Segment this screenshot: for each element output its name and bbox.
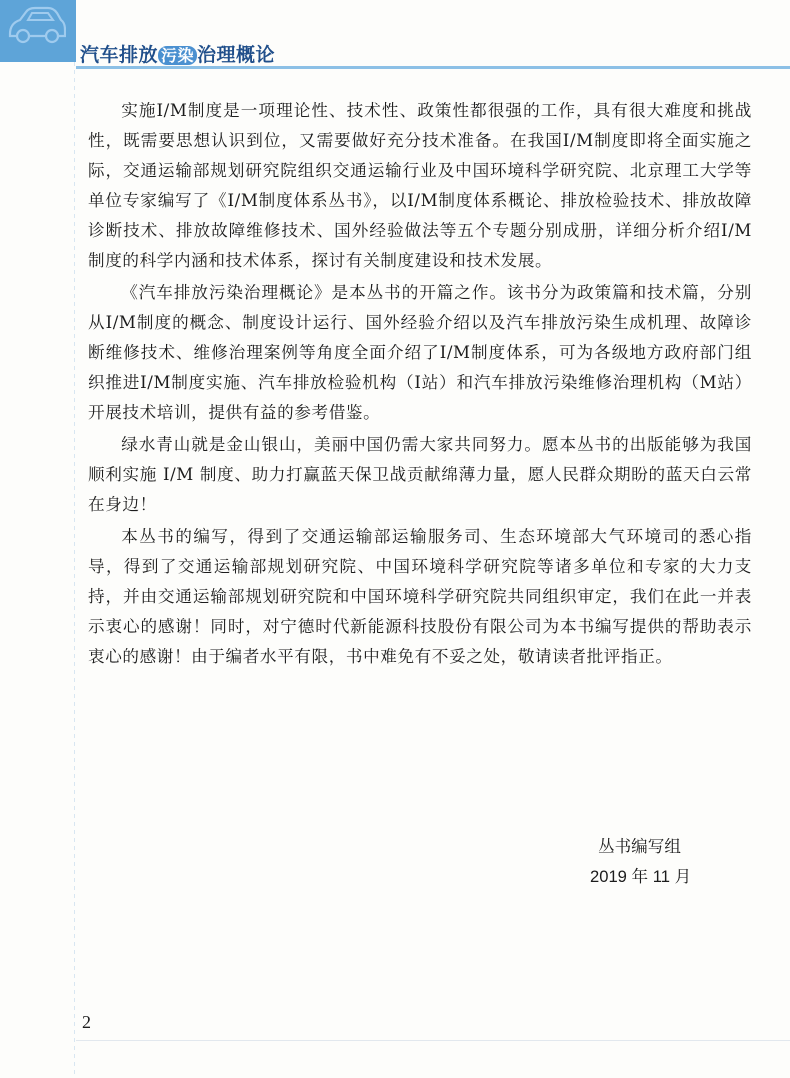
car-icon — [4, 4, 66, 44]
page-number: 2 — [82, 1012, 91, 1032]
header-rule — [76, 66, 790, 69]
title-highlight-badge: 污染 — [158, 46, 197, 65]
title-part-1: 汽车排放 — [80, 44, 159, 66]
signature-date: 2019 年 11 月 — [590, 867, 692, 886]
paragraph: 实施I/M制度是一项理论性、技术性、政策性都很强的工作，具有很大难度和挑战性，既需要思想认识到位，又需要做好充分技术准备。在我国I/M制度即将全面实施之际，交通运输部规划研究院组织交通运输行业及中国环境科学研究院、北京理工大学等单位专家编写了《I/M制度体系丛书》，以I/M制度体系概论、排放检验技术、排放故障诊断技术、排放故障维修技术、国外经验做法等五个专题分别成册，详细分析介绍I/M制度的科学内涵和技术体系，探讨有关制度建设和技术发展。 — [88, 101, 752, 270]
footer-rule — [76, 1040, 790, 1041]
running-header-title — [80, 40, 275, 67]
signature-org: 丛书编写组 — [598, 837, 681, 856]
header-tab — [0, 0, 76, 62]
paragraph: 《汽车排放污染治理概论》是本丛书的开篇之作。该书分为政策篇和技术篇，分别从I/M制度的概念、制度设计运行、国外经验介绍以及汽车排放污染生成机理、故障诊断维修技术、维修治理案例等角度全面介绍了I/M制度体系，可为各级地方政府部门组织推进I/M制度实施、汽车排放检验机构（I站）和汽车排放污染维修治理机构（M站）开展技术培训，提供有益的参考借鉴。 — [88, 283, 752, 422]
paragraph: 本丛书的编写，得到了交通运输部运输服务司、生态环境部大气环境司的悉心指导，得到了交通运输部规划研究院、中国环境科学研究院等诸多单位和专家的大力支持，并由交通运输部规划研究院和中国环境科学研究院共同组织审定，我们在此一并表示衷心的感谢！同时，对宁德时代新能源科技股份有限公司为本书编写提供的帮助表示衷心的感谢！由于编者水平有限，书中难免有不妥之处，敬请读者批评指正。 — [88, 527, 752, 666]
title-part-2: 治理概论 — [197, 44, 276, 66]
preface-body — [88, 96, 752, 674]
signature-block — [560, 832, 720, 892]
paragraph: 绿水青山就是金山银山，美丽中国仍需大家共同努力。愿本丛书的出版能够为我国顺利实施 I/M 制度、助力打赢蓝天保卫战贡献绵薄力量，愿人民群众期盼的蓝天白云常在身边！ — [88, 435, 752, 514]
margin-line — [74, 62, 75, 1078]
